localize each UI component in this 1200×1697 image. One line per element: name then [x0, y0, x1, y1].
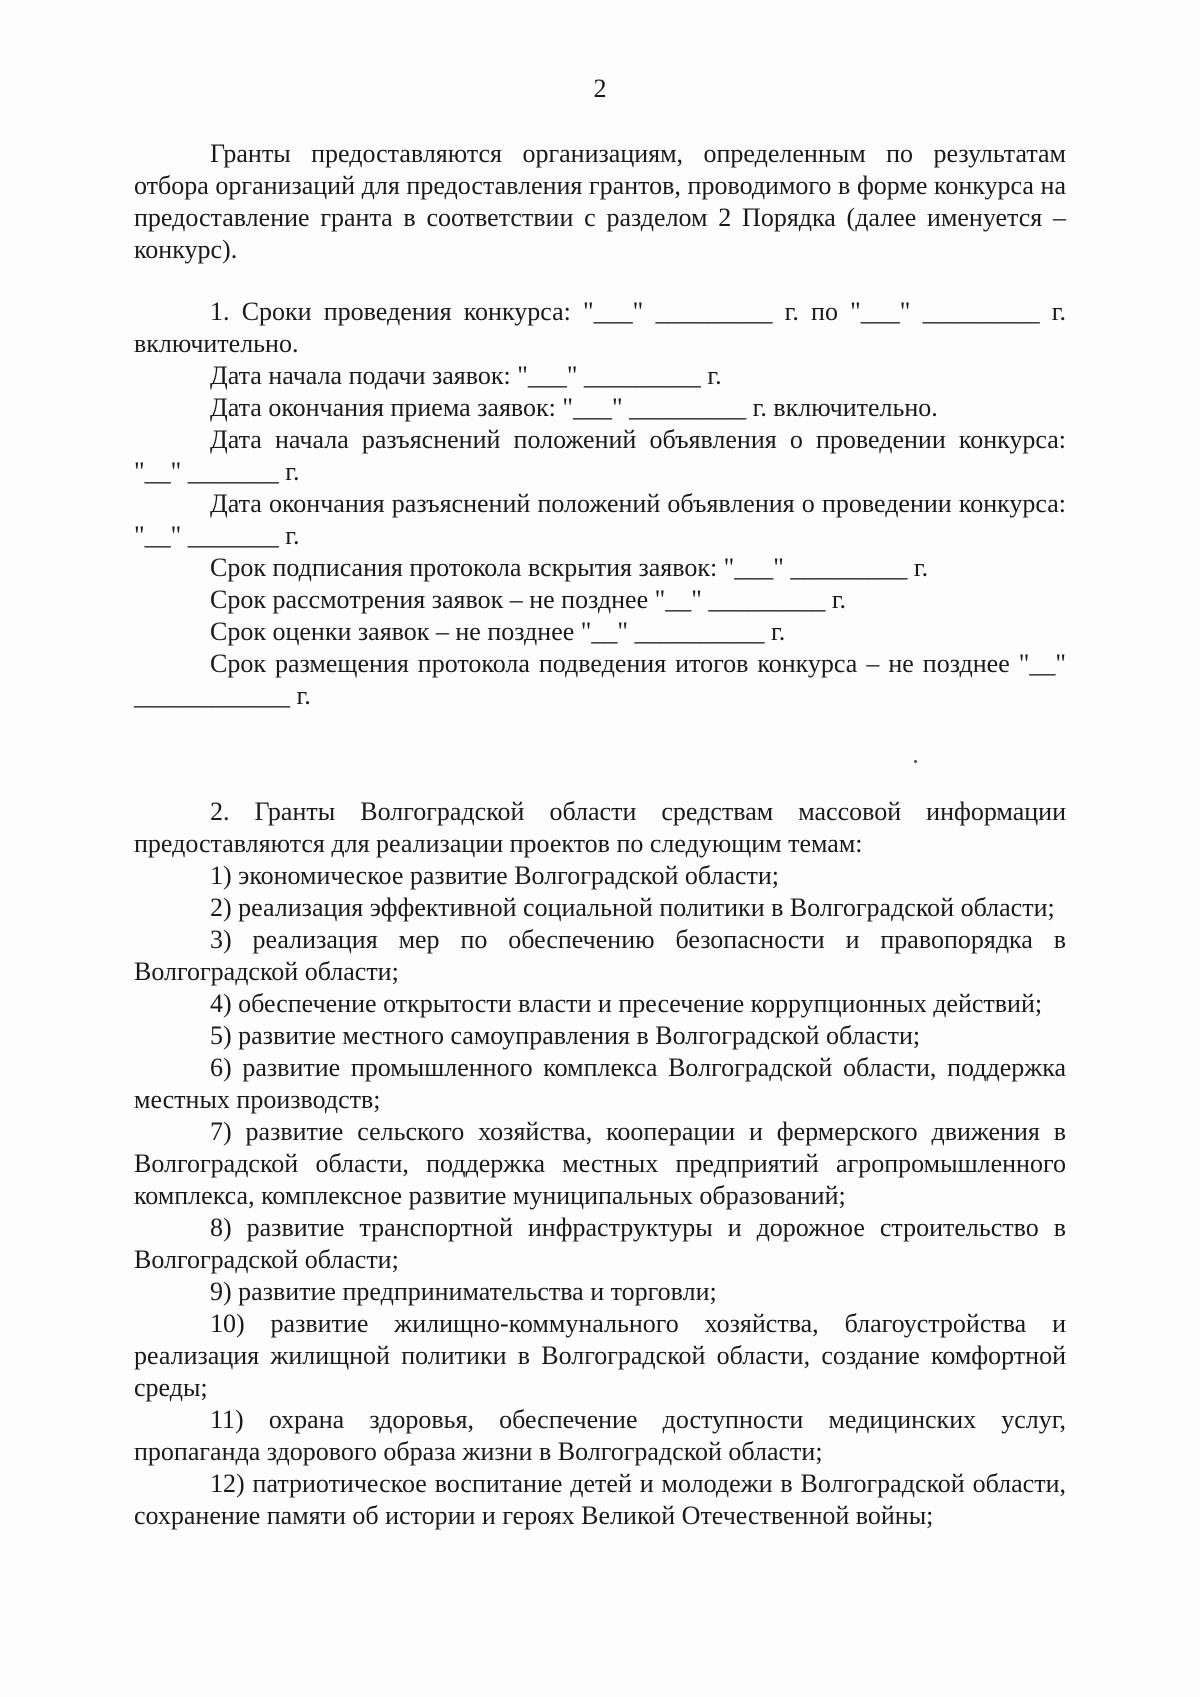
page-number: 2 — [593, 74, 607, 103]
topic-item: 1) экономическое развитие Волгоградской области; — [210, 861, 780, 890]
topic-item: 5) развитие местного самоуправления в Волгоградской области; — [210, 1021, 921, 1050]
evaluation-deadline: Срок оценки заявок – не позднее "__" __________ г. — [210, 617, 786, 646]
topic-item: 9) развитие предпринимательства и торговли; — [210, 1277, 717, 1306]
intro-paragraph: Гранты предоставляются организациям, определенным по результатам отбора организаций для предоставления грантов, проводимого в форме конкурса на предоставление гранта в соответствии с разделом 2 Порядка (далее именуется – конкурс). — [134, 139, 1066, 264]
topic-item: 10) развитие жилищно-коммунального хозяйства, благоустройства и реализация жилищной политики в Волгоградской области, создание комфортной среды; — [134, 1309, 1066, 1402]
results-protocol-deadline: Срок размещения протокола подведения итогов конкурса – не позднее "__" ____________ г. — [134, 649, 1066, 710]
application-end-date: Дата окончания приема заявок: "___" _________ г. включительно. — [210, 393, 938, 422]
topic-item: 2) реализация эффективной социальной политики в Волгоградской области; — [210, 893, 1055, 922]
topic-item: 11) охрана здоровья, обеспечение доступности медицинских услуг, пропаганда здорового образа жизни в Волгоградской области; — [134, 1405, 1066, 1466]
topic-item: 6) развитие промышленного комплекса Волгоградской области, поддержка местных производств; — [134, 1053, 1066, 1114]
clarification-start-date: Дата начала разъяснений положений объявления о проведении конкурса: "__" _______ г. — [134, 425, 1066, 486]
document-body — [134, 138, 1066, 1532]
topic-item: 4) обеспечение открытости власти и пресечение коррупционных действий; — [210, 989, 1043, 1018]
clarification-end-date: Дата окончания разъяснений положений объявления о проведении конкурса: "__" _______ г. — [134, 489, 1066, 550]
topic-item: 8) развитие транспортной инфраструктуры и дорожное строительство в Волгоградской области; — [134, 1213, 1066, 1274]
application-start-date: Дата начала подачи заявок: "___" _________ г. — [210, 361, 722, 390]
topic-item: 3) реализация мер по обеспечению безопасности и правопорядка в Волгоградской области; — [134, 925, 1066, 986]
protocol-signing-deadline: Срок подписания протокола вскрытия заявок: "___" _________ г. — [210, 553, 929, 582]
topic-item: 7) развитие сельского хозяйства, кооперации и фермерского движения в Волгоградской области, поддержка местных предприятий агропромышленного комплекса, комплексное развитие муниципальных образований; — [134, 1117, 1066, 1210]
review-deadline: Срок рассмотрения заявок – не позднее "__" _________ г. — [210, 585, 847, 614]
scan-speck — [914, 760, 917, 763]
topic-item: 12) патриотическое воспитание детей и молодежи в Волгоградской области, сохранение памяти об истории и героях Великой Отечественной войны; — [134, 1469, 1066, 1530]
contest-dates: 1. Сроки проведения конкурса: "___" _________ г. по "___" _________ г. включительно. — [134, 297, 1066, 358]
section2-heading: 2. Гранты Волгоградской области средствам массовой информации предоставляются для реализации проектов по следующим темам: — [134, 797, 1066, 858]
